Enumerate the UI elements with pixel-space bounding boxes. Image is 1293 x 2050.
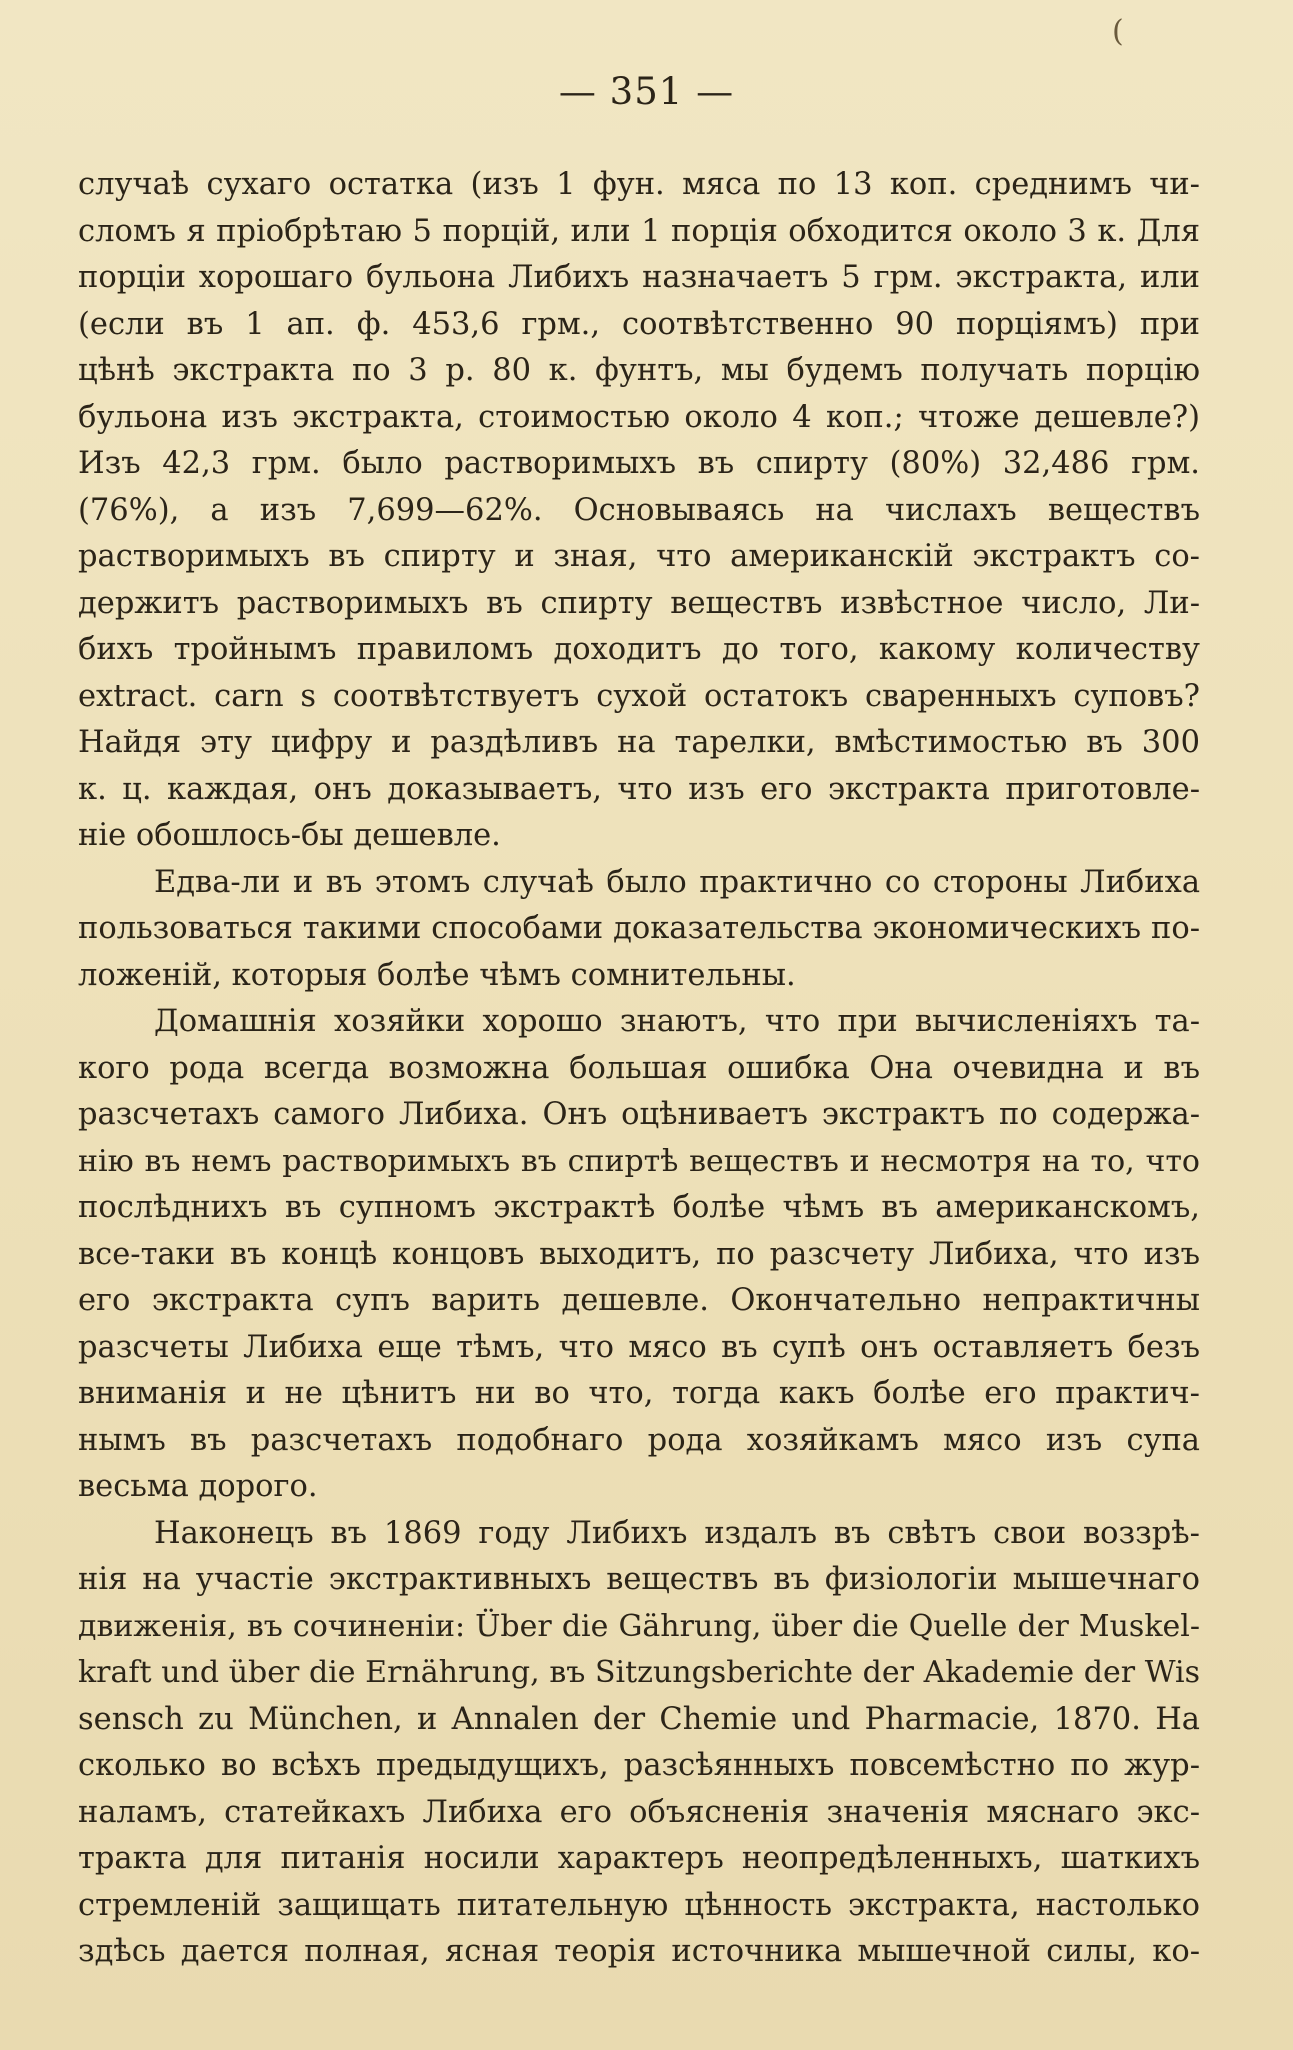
text-line: Наконецъ въ 1869 году Либихъ издалъ въ свѣтъ свои воззрѣ- <box>154 1515 1200 1551</box>
text-line: цѣнѣ экстракта по 3 р. 80 к. фунтъ, мы будемъ получать порцію <box>78 353 1200 388</box>
text-line: Домашнія хозяйки хорошо знаютъ, что при вычисленіяхъ та- <box>154 1004 1200 1039</box>
text-line: порціи хорошаго бульона Либихъ назначаетъ 5 грм. экстракта, или <box>78 260 1200 295</box>
text-line: разсчеты Либиха еще тѣмъ, что мясо въ супѣ онъ оставляетъ безъ <box>78 1329 1200 1365</box>
text-line: его экстракта супъ варить дешевле. Окончательно непрактичны <box>78 1283 1200 1318</box>
text-line: Едва-ли и въ этомъ случаѣ было практично со стороны Либиха <box>154 864 1200 900</box>
text-line: Найдя эту цифру и раздѣливъ на тарелки, вмѣстимостью въ 300 <box>78 725 1200 760</box>
text-line: ложеній, которыя болѣе чѣмъ сомнительны. <box>78 957 796 993</box>
text-line: пользоваться такими способами доказательства экономическихъ по- <box>78 911 1200 946</box>
text-line: нію въ немъ растворимыхъ въ спиртѣ веществъ и несмотря на то, что <box>78 1143 1200 1179</box>
text-line: все-таки въ концѣ концовъ выходитъ, по разсчету Либиха, что изъ <box>78 1236 1200 1272</box>
text-line: бульона изъ экстракта, стоимостью около 4 коп.; чтоже дешевле?) <box>78 399 1200 435</box>
text-line: случаѣ сухаго остатка (изъ 1 фун. мяса по 13 коп. среднимъ чи- <box>78 167 1200 202</box>
text-line: kraft und über die Ernährung, въ Sitzungsberichte der Akademie der Wis <box>78 1655 1200 1690</box>
text-line: extract. carn s соотвѣтствуетъ сухой остатокъ сваренныхъ суповъ? <box>78 678 1200 714</box>
text-line: вниманія и не цѣнитъ ни во что, тогда какъ болѣе его практич- <box>78 1376 1200 1411</box>
text-line: растворимыхъ въ спирту и зная, что американскій экстрактъ со- <box>78 539 1200 574</box>
text-line: нымъ въ разсчетахъ подобнаго рода хозяйкамъ мясо изъ супа <box>78 1422 1200 1458</box>
text-line: Изъ 42,3 грм. было растворимыхъ въ спирту (80%) 32,486 грм. <box>78 446 1200 481</box>
text-line: здѣсь дается полная, ясная теорія источника мышечной силы, ко- <box>78 1934 1200 1969</box>
text-line: тракта для питанія носили характеръ неопредѣленныхъ, шаткихъ <box>78 1841 1200 1876</box>
page-number: — 351 — <box>558 70 735 113</box>
text-line: послѣднихъ въ супномъ экстрактѣ болѣе чѣмъ въ американскомъ, <box>78 1190 1200 1225</box>
text-line: разсчетахъ самого Либиха. Онъ оцѣниваетъ экстрактъ по содержа- <box>78 1097 1200 1132</box>
text-line: сколько во всѣхъ предыдущихъ, разсѣянныхъ повсемѣстно по жур- <box>78 1748 1200 1783</box>
body-text <box>78 162 1200 1976</box>
text-line: весьма дорого. <box>78 1469 318 1504</box>
text-line: к. ц. каждая, онъ доказываетъ, что изъ его экстракта приготовле- <box>78 771 1200 807</box>
text-line: кого рода всегда возможна большая ошибка Она очевидна и въ <box>78 1050 1200 1086</box>
text-line: бихъ тройнымъ правиломъ доходитъ до того, какому количеству <box>78 632 1200 667</box>
text-line: sensch zu München, и Annalen der Chemie und Pharmacie, 1870. На <box>78 1701 1200 1737</box>
text-line: нія на участіе экстрактивныхъ веществъ въ физіологіи мышечнаго <box>78 1562 1200 1597</box>
text-line: наламъ, статейкахъ Либиха его объясненія значенія мяснаго экс- <box>78 1794 1200 1830</box>
text-line: ніе обошлось-бы дешевле. <box>78 818 501 853</box>
text-line: сломъ я пріобрѣтаю 5 порцій, или 1 порція обходится около 3 к. Для <box>78 213 1200 249</box>
text-line: стремленій защищать питательную цѣнность экстракта, настолько <box>78 1887 1200 1923</box>
corner-mark: ( <box>1112 14 1124 49</box>
text-line: (если въ 1 ап. ф. 453,6 грм., соотвѣтственно 90 порціямъ) при <box>78 306 1200 342</box>
text-line: держитъ растворимыхъ въ спирту веществъ извѣстное число, Ли- <box>78 585 1200 621</box>
text-line: движенія, въ сочиненіи: Über die Gährung, über die Quelle der Muskel- <box>78 1608 1200 1644</box>
text-line: (76%), а изъ 7,699—62%. Основываясь на числахъ веществъ <box>78 492 1200 528</box>
